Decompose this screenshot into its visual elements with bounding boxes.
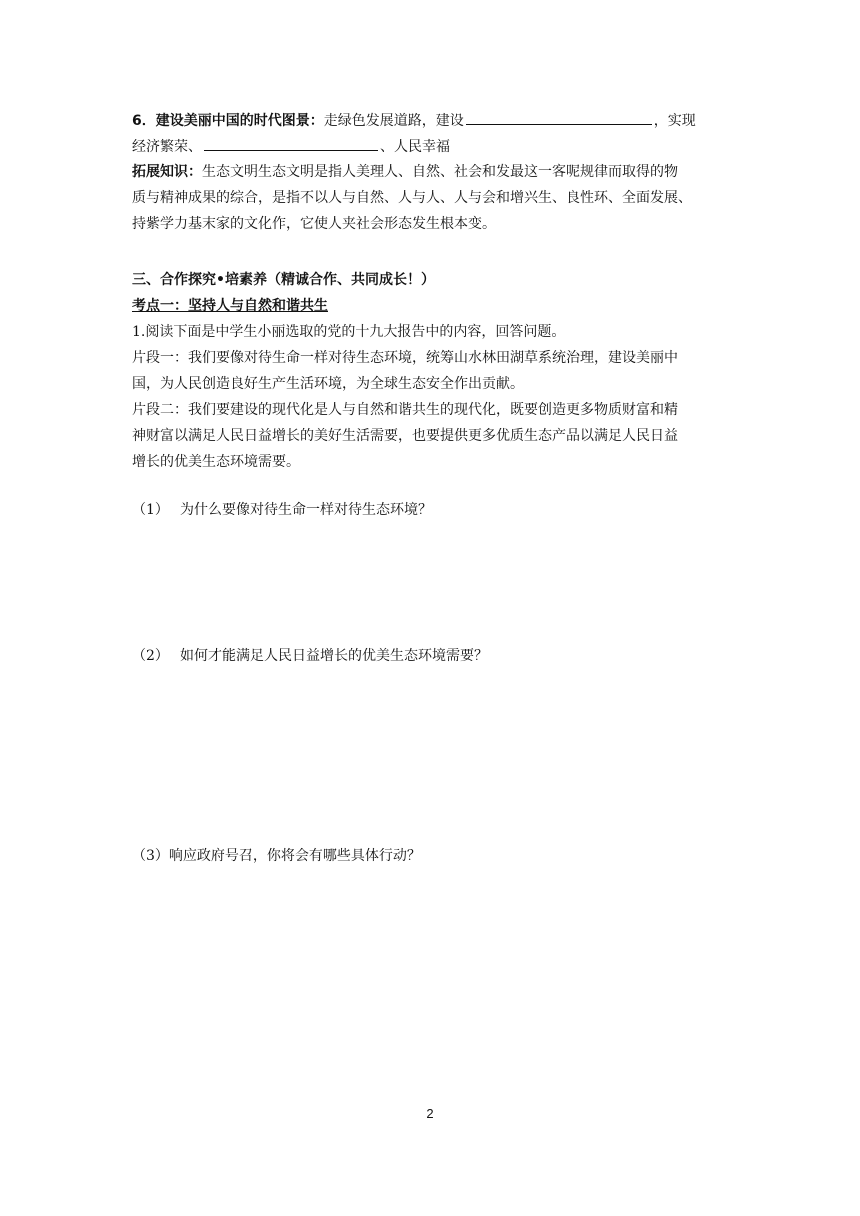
- item6-text-c: 经济繁荣、: [132, 139, 202, 155]
- topic-heading: 考点一：坚持人与自然和谐共生: [132, 298, 328, 314]
- extension-line1: [132, 162, 678, 182]
- fragment2-line1: 片段二：我们要建设的现代化是人与自然和谐共生的现代化，既要创造更多物质财富和精: [132, 402, 678, 418]
- extension-text-1: 生态文明生态文明是指人美理人、自然、社会和发最这一客呢规律而取得的物: [202, 164, 678, 180]
- question-intro: 1.阅读下面是中学生小丽选取的党的十九大报告中的内容，回答问题。: [132, 324, 566, 340]
- item6-text-b: ，实现: [653, 113, 696, 129]
- fragment2-line3: 增长的优美生态环境需要。: [132, 454, 300, 470]
- question-1: [132, 500, 432, 520]
- fragment1-line1: 片段一：我们要像对待生命一样对待生态环境，统筹山水林田湖草系统治理，建设美丽中: [132, 350, 678, 366]
- question-3: （3）响应政府号召，你将会有哪些具体行动？: [132, 848, 421, 864]
- fragment1-line2: 国，为人民创造良好生产生活环境，为全球生态安全作出贡献。: [132, 376, 524, 392]
- section-heading: 三、合作探究•培素养（精诚合作、共同成长！）: [132, 272, 435, 288]
- extension-label: 拓展知识：: [132, 164, 202, 180]
- fill-blank-2[interactable]: [204, 136, 378, 151]
- fragment2-line2: 神财富以满足人民日益增长的美好生活需要，也要提供更多优质生态产品以满足人民日益: [132, 428, 678, 444]
- question-1-number: （1）: [132, 502, 169, 518]
- question-1-text: 为什么要像对待生命一样对待生态环境？: [180, 502, 432, 518]
- question-2-text: 如何才能满足人民日益增长的优美生态环境需要？: [180, 648, 488, 664]
- item6-text-a: 走绿色发展道路，建设: [323, 113, 464, 129]
- question-2: [132, 646, 488, 666]
- extension-line3: 持紫学力基末家的文化作，它使人夹社会形态发生根本变。: [132, 216, 496, 232]
- page-number: 2: [426, 1106, 434, 1121]
- item6-line2: [132, 136, 450, 157]
- item6-label: 6．建设美丽中国的时代图景：: [132, 113, 324, 129]
- fill-blank-1[interactable]: [466, 110, 652, 125]
- item6-line1: [132, 110, 696, 131]
- extension-line2: 质与精神成果的综合，是指不以人与自然、人与人、人与会和增兴生、良性环、全面发展、: [132, 190, 692, 206]
- item6-text-d: 、人民幸福: [380, 139, 450, 155]
- question-2-number: （2）: [132, 648, 169, 664]
